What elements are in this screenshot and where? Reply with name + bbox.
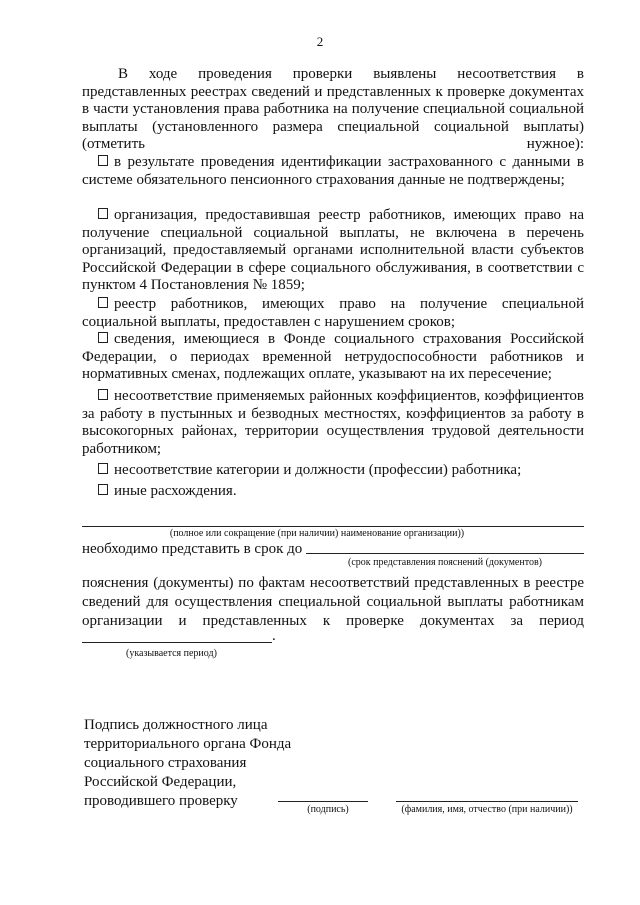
deadline-line[interactable] bbox=[306, 553, 584, 554]
item-2-text: организация, предоставившая реестр работников, имеющих право на получение специальной социальной выплаты, не включена в перечень организаций, предоставляемый органами исполнительной власти субъектов Российской Федерации в сфере социального обслуживания, в соответствии с пунктом 4 Постановления № 1859; bbox=[82, 207, 584, 293]
intro-paragraph bbox=[82, 66, 584, 154]
fio-line[interactable] bbox=[396, 801, 578, 802]
signature-line-3: социального страхования bbox=[84, 755, 247, 771]
item-4 bbox=[82, 331, 584, 384]
page-number: 2 bbox=[316, 34, 324, 49]
checkbox-icon[interactable] bbox=[98, 208, 108, 219]
checkbox-icon[interactable] bbox=[98, 463, 108, 474]
item-7-text: иные расхождения. bbox=[114, 483, 237, 499]
checkbox-icon[interactable] bbox=[98, 389, 108, 400]
item-3 bbox=[82, 296, 584, 331]
checkbox-icon[interactable] bbox=[98, 155, 108, 166]
item-1-text: в результате проведения идентификации застрахованного с данными в системе обязательного пенсионного страхования данные не подтверждены; bbox=[82, 154, 584, 188]
item-3-text: реестр работников, имеющих право на получение специальной социальной выплаты, предоставлен с нарушением сроков; bbox=[82, 296, 584, 330]
checkbox-icon[interactable] bbox=[98, 484, 108, 495]
intro-text: В ходе проведения проверки выявлены несоответствия в представленных реестрах сведений и представленных к проверке документах в части установления права работника на получение специальной социальной выплаты (установленного размера специальной социальной выплаты) (отметить нужное): bbox=[82, 66, 584, 152]
signature-line-5: проводившего проверку bbox=[84, 793, 238, 809]
item-4-text: сведения, имеющиеся в Фонде социального страхования Российской Федерации, о периодах временной нетрудоспособности работников и нормативных сменах, подлежащих оплате, указывают на их пересечение; bbox=[82, 331, 584, 382]
signature-caption: (подпись) bbox=[307, 804, 349, 815]
org-name-caption: (полное или сокращение (при наличии) наименование организации)) bbox=[169, 528, 465, 539]
period-dot: . bbox=[272, 628, 276, 644]
signature-line-2: территориального органа Фонда bbox=[84, 736, 292, 752]
item-6 bbox=[82, 462, 584, 480]
item-6-text: несоответствие категории и должности (профессии) работника; bbox=[114, 462, 522, 478]
signature-line-1: Подпись должностного лица bbox=[84, 717, 268, 733]
org-name-line[interactable] bbox=[82, 526, 584, 527]
signature-line-4: Российской Федерации, bbox=[84, 774, 237, 790]
deadline-caption: (срок представления пояснений (документов) bbox=[347, 557, 543, 568]
period-line[interactable] bbox=[82, 642, 272, 643]
item-7 bbox=[82, 483, 584, 501]
item-5-text: несоответствие применяемых районных коэффициентов, коэффициентов за работу в пустынных и безводных местностях, коэффициентов за работу в высокогорных районах, территории осуществления трудовой деятельности работником; bbox=[82, 388, 584, 457]
signature-block bbox=[84, 716, 291, 811]
item-1 bbox=[82, 154, 584, 189]
fio-caption: (фамилия, имя, отчество (при наличии)) bbox=[401, 804, 573, 815]
signature-line[interactable] bbox=[278, 801, 368, 802]
item-2 bbox=[82, 207, 584, 295]
checkbox-icon[interactable] bbox=[98, 297, 108, 308]
deadline-label: необходимо представить в срок до bbox=[82, 541, 303, 557]
period-caption: (указывается период) bbox=[126, 648, 217, 659]
checkbox-icon[interactable] bbox=[98, 332, 108, 343]
item-5 bbox=[82, 388, 584, 458]
explanation-paragraph: пояснения (документы) по фактам несоответствий представленных в реестре сведений для осуществления специальной социальной выплаты работникам организации и представленных к проверке документах за период bbox=[82, 575, 584, 629]
